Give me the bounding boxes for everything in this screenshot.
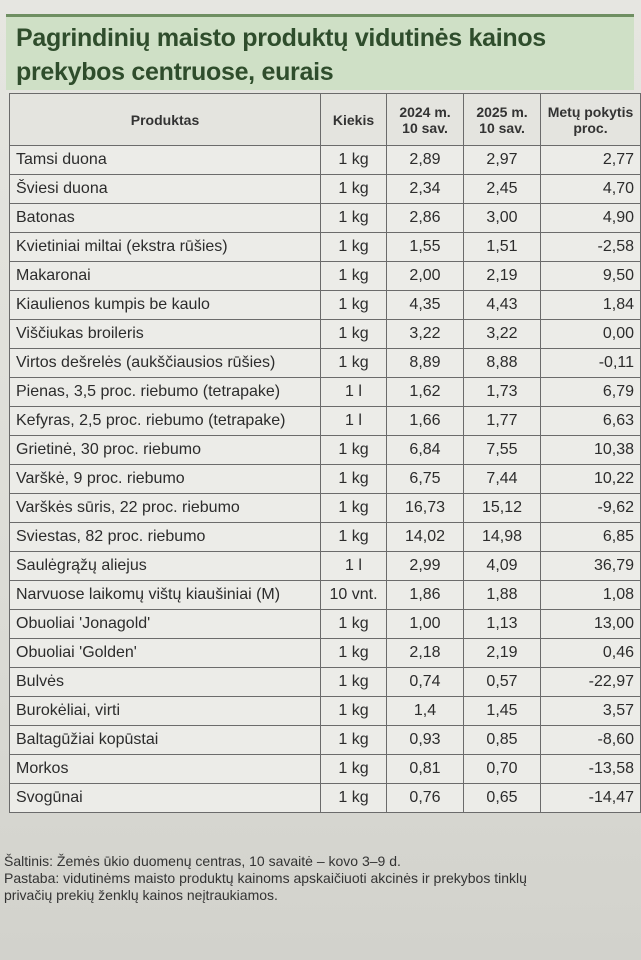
cell-price-2025: 1,77 — [464, 407, 541, 436]
column-header-change — [541, 94, 641, 146]
cell-quantity: 1 kg — [321, 668, 387, 697]
cell-product: Pienas, 3,5 proc. riebumo (tetrapake) — [10, 378, 321, 407]
remark-note-line-2: privačių prekių ženklų kainos neįtraukiamos. — [4, 887, 278, 903]
column-header-2025-line: 10 sav. — [479, 119, 525, 136]
column-header-change-line: Metų pokytis — [547, 103, 634, 120]
column-header-quantity-line: Kiekis — [332, 111, 375, 128]
column-header-quantity — [321, 94, 387, 146]
cell-price-2025: 7,55 — [464, 436, 541, 465]
cell-quantity: 1 kg — [321, 610, 387, 639]
cell-price-2025: 0,85 — [464, 726, 541, 755]
cell-product: Tamsi duona — [10, 146, 321, 175]
cell-product: Bulvės — [10, 668, 321, 697]
cell-price-2024: 1,4 — [387, 697, 464, 726]
cell-price-2024: 2,34 — [387, 175, 464, 204]
cell-product: Viščiukas broileris — [10, 320, 321, 349]
page-title-line-1: Pagrindinių maisto produktų vidutinės kainos — [16, 24, 546, 52]
table-row — [10, 233, 641, 262]
cell-price-2025: 8,88 — [464, 349, 541, 378]
cell-quantity: 1 kg — [321, 349, 387, 378]
cell-price-2025: 15,12 — [464, 494, 541, 523]
cell-price-2025: 1,13 — [464, 610, 541, 639]
cell-change: 4,70 — [541, 175, 641, 204]
cell-price-2025: 1,51 — [464, 233, 541, 262]
cell-price-2024: 2,89 — [387, 146, 464, 175]
column-header-2024 — [387, 94, 464, 146]
cell-quantity: 1 kg — [321, 639, 387, 668]
table-row — [10, 320, 641, 349]
cell-product: Sviestas, 82 proc. riebumo — [10, 523, 321, 552]
cell-product: Makaronai — [10, 262, 321, 291]
cell-quantity: 10 vnt. — [321, 581, 387, 610]
cell-change: 10,38 — [541, 436, 641, 465]
column-header-2024-line: 2024 m. — [399, 103, 451, 120]
cell-quantity: 1 kg — [321, 146, 387, 175]
footnotes — [4, 853, 634, 904]
cell-product: Kefyras, 2,5 proc. riebumo (tetrapake) — [10, 407, 321, 436]
table-row — [10, 436, 641, 465]
cell-change: 9,50 — [541, 262, 641, 291]
cell-quantity: 1 l — [321, 552, 387, 581]
cell-product: Virtos dešrelės (aukščiausios rūšies) — [10, 349, 321, 378]
cell-price-2025: 1,45 — [464, 697, 541, 726]
cell-price-2024: 2,00 — [387, 262, 464, 291]
cell-product: Šviesi duona — [10, 175, 321, 204]
table-row — [10, 668, 641, 697]
cell-product: Svogūnai — [10, 784, 321, 813]
cell-price-2024: 16,73 — [387, 494, 464, 523]
cell-product: Obuoliai 'Jonagold' — [10, 610, 321, 639]
cell-quantity: 1 l — [321, 378, 387, 407]
cell-quantity: 1 kg — [321, 262, 387, 291]
table-row — [10, 204, 641, 233]
cell-quantity: 1 kg — [321, 726, 387, 755]
cell-price-2024: 14,02 — [387, 523, 464, 552]
cell-change: 0,46 — [541, 639, 641, 668]
cell-product: Varškė, 9 proc. riebumo — [10, 465, 321, 494]
cell-product: Batonas — [10, 204, 321, 233]
column-header-product-line: Produktas — [130, 111, 200, 128]
column-header-2025 — [464, 94, 541, 146]
table-row — [10, 407, 641, 436]
cell-price-2024: 0,93 — [387, 726, 464, 755]
cell-quantity: 1 kg — [321, 697, 387, 726]
cell-change: -0,11 — [541, 349, 641, 378]
cell-price-2024: 1,55 — [387, 233, 464, 262]
table-header-row — [10, 94, 641, 146]
table-row — [10, 494, 641, 523]
cell-quantity: 1 kg — [321, 494, 387, 523]
cell-price-2025: 4,43 — [464, 291, 541, 320]
cell-price-2025: 2,97 — [464, 146, 541, 175]
table-row — [10, 262, 641, 291]
cell-price-2025: 14,98 — [464, 523, 541, 552]
cell-product: Narvuose laikomų vištų kiaušiniai (M) — [10, 581, 321, 610]
table-row — [10, 784, 641, 813]
cell-product: Morkos — [10, 755, 321, 784]
cell-price-2024: 4,35 — [387, 291, 464, 320]
cell-price-2024: 8,89 — [387, 349, 464, 378]
cell-quantity: 1 kg — [321, 784, 387, 813]
cell-price-2025: 3,22 — [464, 320, 541, 349]
cell-change: 1,08 — [541, 581, 641, 610]
cell-quantity: 1 kg — [321, 204, 387, 233]
column-header-product — [10, 94, 321, 146]
cell-price-2025: 4,09 — [464, 552, 541, 581]
cell-price-2025: 1,88 — [464, 581, 541, 610]
table-row — [10, 465, 641, 494]
cell-change: 4,90 — [541, 204, 641, 233]
cell-price-2024: 1,66 — [387, 407, 464, 436]
cell-change: -8,60 — [541, 726, 641, 755]
cell-product: Kiaulienos kumpis be kaulo — [10, 291, 321, 320]
cell-quantity: 1 kg — [321, 436, 387, 465]
cell-change: 13,00 — [541, 610, 641, 639]
cell-quantity: 1 kg — [321, 523, 387, 552]
table-body — [10, 146, 641, 813]
cell-price-2024: 0,76 — [387, 784, 464, 813]
cell-change: -14,47 — [541, 784, 641, 813]
cell-price-2024: 0,74 — [387, 668, 464, 697]
cell-change: 6,79 — [541, 378, 641, 407]
column-header-2025-line: 2025 m. — [476, 103, 528, 120]
cell-change: -13,58 — [541, 755, 641, 784]
cell-price-2024: 3,22 — [387, 320, 464, 349]
cell-price-2025: 0,70 — [464, 755, 541, 784]
cell-product: Burokėliai, virti — [10, 697, 321, 726]
cell-price-2024: 0,81 — [387, 755, 464, 784]
table-row — [10, 697, 641, 726]
table-row — [10, 610, 641, 639]
column-header-change-line: proc. — [573, 119, 608, 136]
column-header-2024-line: 10 sav. — [402, 119, 448, 136]
cell-change: 10,22 — [541, 465, 641, 494]
table-row — [10, 349, 641, 378]
cell-change: -2,58 — [541, 233, 641, 262]
cell-change: 6,63 — [541, 407, 641, 436]
cell-quantity: 1 kg — [321, 320, 387, 349]
cell-price-2025: 0,57 — [464, 668, 541, 697]
cell-price-2025: 2,19 — [464, 639, 541, 668]
table-row — [10, 146, 641, 175]
cell-price-2024: 2,99 — [387, 552, 464, 581]
cell-product: Baltagūžiai kopūstai — [10, 726, 321, 755]
table-row — [10, 755, 641, 784]
table-row — [10, 378, 641, 407]
cell-price-2024: 6,75 — [387, 465, 464, 494]
cell-price-2025: 2,45 — [464, 175, 541, 204]
table-row — [10, 291, 641, 320]
cell-price-2025: 7,44 — [464, 465, 541, 494]
cell-change: -22,97 — [541, 668, 641, 697]
cell-change: 6,85 — [541, 523, 641, 552]
cell-product: Kvietiniai miltai (ekstra rūšies) — [10, 233, 321, 262]
cell-change: 3,57 — [541, 697, 641, 726]
cell-change: 1,84 — [541, 291, 641, 320]
cell-price-2024: 1,62 — [387, 378, 464, 407]
cell-change: -9,62 — [541, 494, 641, 523]
cell-price-2025: 3,00 — [464, 204, 541, 233]
table-row — [10, 175, 641, 204]
cell-change: 2,77 — [541, 146, 641, 175]
title-box — [6, 14, 634, 90]
table-row — [10, 726, 641, 755]
source-note: Šaltinis: Žemės ūkio duomenų centras, 10 savaitė – kovo 3–9 d. — [4, 853, 401, 869]
cell-product: Obuoliai 'Golden' — [10, 639, 321, 668]
price-table — [9, 93, 641, 813]
cell-price-2024: 1,86 — [387, 581, 464, 610]
cell-price-2024: 1,00 — [387, 610, 464, 639]
table-row — [10, 523, 641, 552]
cell-quantity: 1 kg — [321, 233, 387, 262]
cell-quantity: 1 kg — [321, 755, 387, 784]
table-row — [10, 552, 641, 581]
cell-change: 36,79 — [541, 552, 641, 581]
table-row — [10, 581, 641, 610]
cell-price-2024: 6,84 — [387, 436, 464, 465]
cell-price-2024: 2,18 — [387, 639, 464, 668]
cell-product: Grietinė, 30 proc. riebumo — [10, 436, 321, 465]
cell-quantity: 1 kg — [321, 175, 387, 204]
remark-note-line-1: Pastaba: vidutinėms maisto produktų kainoms apskaičiuoti akcinės ir prekybos tinklų — [4, 870, 527, 886]
cell-change: 0,00 — [541, 320, 641, 349]
cell-price-2025: 0,65 — [464, 784, 541, 813]
cell-quantity: 1 kg — [321, 291, 387, 320]
table-row — [10, 639, 641, 668]
cell-price-2024: 2,86 — [387, 204, 464, 233]
cell-quantity: 1 kg — [321, 465, 387, 494]
cell-product: Varškės sūris, 22 proc. riebumo — [10, 494, 321, 523]
cell-product: Saulėgrąžų aliejus — [10, 552, 321, 581]
cell-quantity: 1 l — [321, 407, 387, 436]
page-title-line-2: prekybos centruose, eurais — [16, 58, 334, 86]
cell-price-2025: 2,19 — [464, 262, 541, 291]
cell-price-2025: 1,73 — [464, 378, 541, 407]
